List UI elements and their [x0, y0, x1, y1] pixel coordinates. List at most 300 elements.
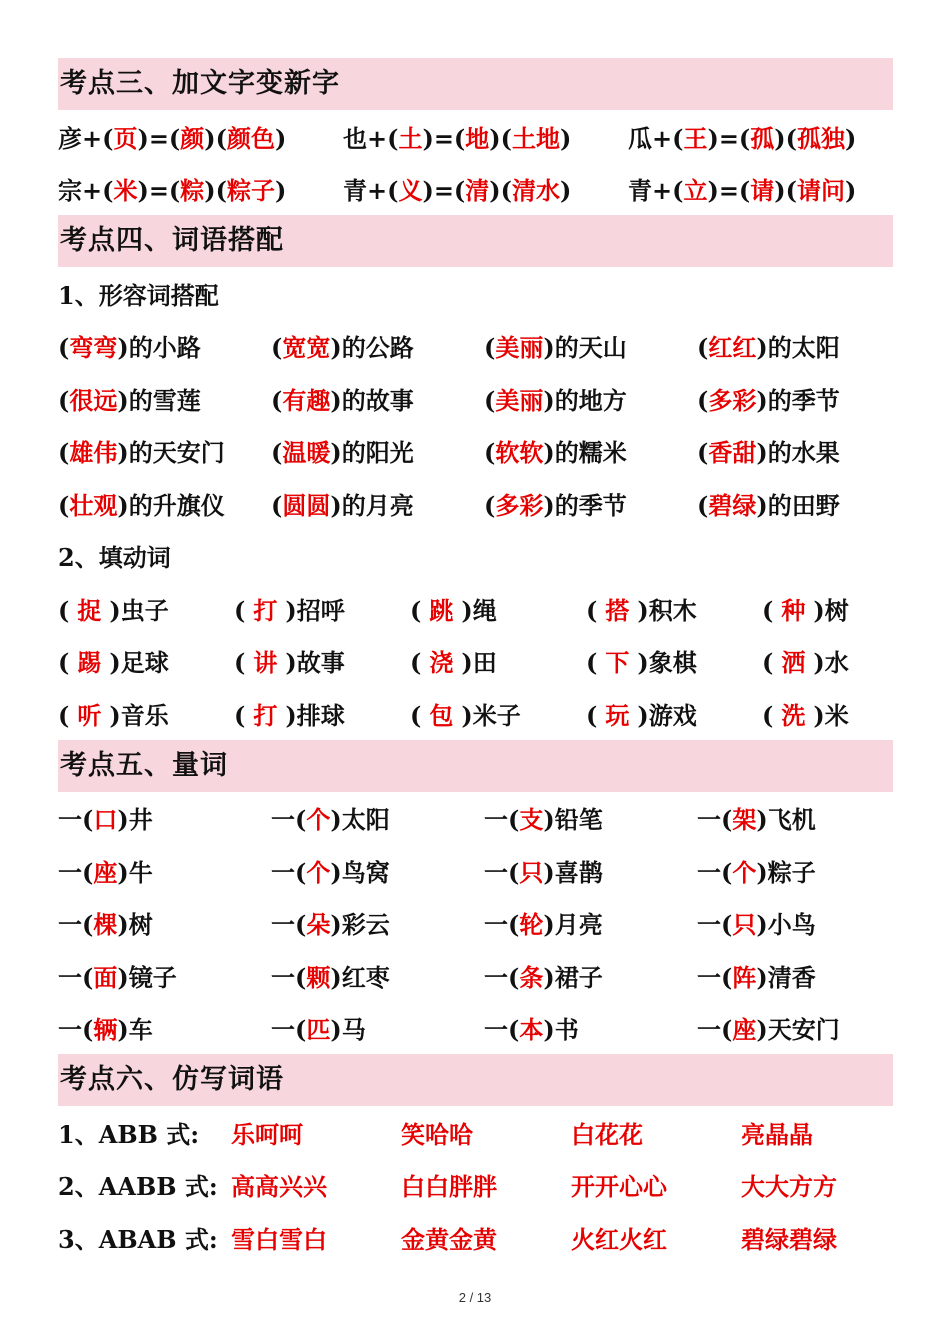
- measure-item: [697, 853, 910, 888]
- measure-item: [697, 1010, 910, 1045]
- punct: ): [845, 176, 857, 206]
- punct: )(: [489, 123, 513, 153]
- punct: ): [285, 648, 297, 678]
- adj-row: [58, 425, 893, 478]
- punct: ): [109, 595, 121, 625]
- adjective: 多彩: [495, 490, 544, 520]
- punct: (: [410, 595, 422, 625]
- punct: ): [560, 176, 572, 206]
- pattern-label: 3、ABAB 式:: [58, 1224, 218, 1254]
- punct: (: [295, 910, 307, 940]
- object: 积木: [648, 595, 697, 625]
- noun-phrase: 的季节: [767, 385, 840, 415]
- adj-item: [484, 433, 697, 468]
- punct: )=(: [707, 123, 751, 153]
- punct: )=(: [137, 176, 181, 206]
- added-part: 页: [113, 123, 138, 153]
- punct: ): [117, 490, 129, 520]
- noun: 小鸟: [767, 910, 816, 940]
- new-char: 颜: [180, 123, 205, 153]
- punct: ): [109, 648, 121, 678]
- noun: 飞机: [767, 805, 816, 835]
- pattern-word: 碧绿碧绿: [741, 1224, 837, 1254]
- punct: )(: [204, 123, 228, 153]
- measure-item: [484, 958, 697, 993]
- punct: ): [756, 857, 768, 887]
- one-prefix: 一: [271, 910, 295, 940]
- adjective: 圆圆: [282, 490, 331, 520]
- punct: (: [697, 438, 709, 468]
- punct: (: [58, 490, 70, 520]
- base-char: 彦: [58, 123, 82, 153]
- punct: ): [543, 910, 555, 940]
- adj-item: [697, 433, 910, 468]
- punct: (: [697, 385, 709, 415]
- punct: (: [58, 700, 70, 730]
- new-char: 清: [465, 176, 490, 206]
- object: 故事: [296, 648, 345, 678]
- punct: ): [637, 700, 649, 730]
- one-prefix: 一: [697, 805, 721, 835]
- adj-item: [697, 381, 910, 416]
- punct: (: [697, 333, 709, 363]
- measure-item: [697, 800, 910, 835]
- added-part: 义: [398, 176, 423, 206]
- new-word: 粽子: [227, 176, 276, 206]
- punct: (: [271, 385, 283, 415]
- punct: ): [109, 700, 121, 730]
- adjective: 壮观: [69, 490, 118, 520]
- verb-item: [58, 591, 234, 626]
- measure-word: 棵: [93, 910, 118, 940]
- noun: 裙子: [554, 962, 603, 992]
- verb-item: [586, 591, 762, 626]
- punct: ): [756, 333, 768, 363]
- verb-item: [410, 696, 586, 731]
- adjective: 很远: [69, 385, 118, 415]
- punct: ): [756, 490, 768, 520]
- punct: (: [271, 490, 283, 520]
- punct: ): [813, 700, 825, 730]
- pattern-word: 金黄金黄: [401, 1224, 497, 1254]
- punct: ): [330, 385, 342, 415]
- added-part: 王: [683, 123, 708, 153]
- one-prefix: 一: [58, 1015, 82, 1045]
- verb-row: [58, 635, 893, 688]
- adj-item: [58, 486, 271, 521]
- punct: ): [117, 1015, 129, 1045]
- punct: (: [410, 648, 422, 678]
- object: 田: [472, 648, 497, 678]
- measure-word: 只: [732, 910, 757, 940]
- verb-item: [58, 643, 234, 678]
- adj-item: [697, 328, 910, 363]
- punct: (: [82, 910, 94, 940]
- object: 米子: [472, 700, 521, 730]
- pattern-word: 火红火红: [571, 1224, 667, 1254]
- punct: (: [508, 910, 520, 940]
- added-part: 立: [683, 176, 708, 206]
- measure-item: [697, 958, 910, 993]
- punct: ): [330, 962, 342, 992]
- measure-item: [58, 905, 271, 940]
- measure-item: [58, 1010, 271, 1045]
- measure-item: [484, 853, 697, 888]
- punct: ): [330, 438, 342, 468]
- pattern-word: 雪白雪白: [231, 1224, 327, 1254]
- noun-phrase: 的季节: [554, 490, 627, 520]
- punct: (: [484, 385, 496, 415]
- noun-phrase: 的天山: [554, 333, 627, 363]
- verb: 种: [781, 595, 806, 625]
- punct: )(: [774, 123, 798, 153]
- pattern-row: [58, 1159, 893, 1212]
- adjective: 香甜: [708, 438, 757, 468]
- verb: 玩: [605, 700, 630, 730]
- measure-word: 口: [93, 805, 118, 835]
- verb: 跳: [429, 595, 454, 625]
- punct: ): [330, 857, 342, 887]
- adjective: 宽宽: [282, 333, 331, 363]
- punct: ): [756, 805, 768, 835]
- adjective: 温暖: [282, 438, 331, 468]
- pattern-label: 2、AABB 式:: [58, 1172, 218, 1202]
- punct: (: [82, 962, 94, 992]
- char-build-row: [58, 163, 893, 216]
- punct: (: [82, 857, 94, 887]
- punct: (: [295, 857, 307, 887]
- new-char: 粽: [180, 176, 205, 206]
- section-3-rows: [58, 110, 893, 215]
- adjective: 美丽: [495, 385, 544, 415]
- base-char: 也: [343, 123, 367, 153]
- verb: 打: [253, 700, 278, 730]
- object: 水: [824, 648, 849, 678]
- punct: ): [543, 805, 555, 835]
- verb-item: [410, 591, 586, 626]
- object: 足球: [120, 648, 169, 678]
- punct: (: [721, 805, 733, 835]
- object: 招呼: [296, 595, 345, 625]
- new-word: 土地: [512, 123, 561, 153]
- adj-row: [58, 477, 893, 530]
- punct: (: [271, 438, 283, 468]
- noun: 天安门: [767, 1015, 840, 1045]
- noun: 月亮: [554, 910, 603, 940]
- new-word: 孤独: [797, 123, 846, 153]
- punct: (: [295, 962, 307, 992]
- verb-item: [762, 696, 938, 731]
- char-build-item: [628, 119, 913, 154]
- adj-item: [271, 486, 484, 521]
- pattern-word: 白花花: [571, 1119, 643, 1149]
- punct: (: [508, 962, 520, 992]
- object: 树: [824, 595, 849, 625]
- measure-item: [271, 1010, 484, 1045]
- punct: ): [756, 910, 768, 940]
- measure-word: 座: [732, 1015, 757, 1045]
- char-build-item: [343, 171, 628, 206]
- char-build-item: [58, 171, 343, 206]
- punct: (: [762, 595, 774, 625]
- one-prefix: 一: [697, 910, 721, 940]
- punct: ): [330, 910, 342, 940]
- punct: (: [410, 700, 422, 730]
- pattern-word: 笑哈哈: [401, 1119, 473, 1149]
- verb: 搭: [605, 595, 630, 625]
- punct: +(: [367, 176, 399, 206]
- worksheet-page: [58, 58, 893, 1264]
- new-word: 颜色: [227, 123, 276, 153]
- noun: 太阳: [341, 805, 390, 835]
- verb-row: [58, 582, 893, 635]
- punct: (: [295, 1015, 307, 1045]
- verb-item: [234, 696, 410, 731]
- punct: ): [756, 385, 768, 415]
- punct: +(: [652, 123, 684, 153]
- noun: 清香: [767, 962, 816, 992]
- punct: )(: [774, 176, 798, 206]
- pattern-word: 大大方方: [741, 1172, 837, 1202]
- punct: ): [117, 438, 129, 468]
- punct: ): [813, 595, 825, 625]
- object: 象棋: [648, 648, 697, 678]
- measure-word: 辆: [93, 1015, 118, 1045]
- punct: ): [275, 123, 287, 153]
- punct: )=(: [137, 123, 181, 153]
- punct: ): [543, 438, 555, 468]
- punct: ): [117, 962, 129, 992]
- pattern-word: 白白胖胖: [401, 1172, 497, 1202]
- punct: ): [543, 962, 555, 992]
- object: 音乐: [120, 700, 169, 730]
- one-prefix: 一: [271, 962, 295, 992]
- added-part: 土: [398, 123, 423, 153]
- one-prefix: 一: [697, 962, 721, 992]
- measure-item: [271, 800, 484, 835]
- verb: 踢: [77, 648, 102, 678]
- noun-phrase: 的公路: [341, 333, 414, 363]
- noun: 彩云: [341, 910, 390, 940]
- punct: ): [560, 123, 572, 153]
- measure-item: [271, 905, 484, 940]
- measure-word: 个: [306, 857, 331, 887]
- adjective: 美丽: [495, 333, 544, 363]
- one-prefix: 一: [271, 857, 295, 887]
- punct: )=(: [422, 123, 466, 153]
- measure-row: [58, 844, 893, 897]
- measure-word: 只: [519, 857, 544, 887]
- noun: 牛: [128, 857, 153, 887]
- new-char: 请: [750, 176, 775, 206]
- noun-phrase: 的阳光: [341, 438, 414, 468]
- section-6-header: 考点六、仿写词语: [58, 1054, 893, 1106]
- section-3-header: 考点三、加文字变新字: [58, 58, 893, 110]
- new-char: 孤: [750, 123, 775, 153]
- verb-item: [58, 696, 234, 731]
- verb: 捉: [77, 595, 102, 625]
- punct: ): [117, 910, 129, 940]
- verb: 打: [253, 595, 278, 625]
- noun-phrase: 的故事: [341, 385, 414, 415]
- one-prefix: 一: [484, 1015, 508, 1045]
- adj-subheading: 1、形容词搭配: [58, 280, 219, 310]
- punct: ): [756, 1015, 768, 1045]
- measure-row: [58, 1002, 893, 1055]
- punct: (: [58, 595, 70, 625]
- punct: ): [543, 1015, 555, 1045]
- one-prefix: 一: [484, 962, 508, 992]
- measure-item: [58, 958, 271, 993]
- punct: ): [543, 857, 555, 887]
- one-prefix: 一: [484, 805, 508, 835]
- punct: (: [58, 333, 70, 363]
- noun-phrase: 的糯米: [554, 438, 627, 468]
- punct: (: [586, 700, 598, 730]
- one-prefix: 一: [58, 857, 82, 887]
- base-char: 青: [343, 176, 367, 206]
- punct: ): [275, 176, 287, 206]
- punct: ): [756, 438, 768, 468]
- noun: 鸟窝: [341, 857, 390, 887]
- pattern-words: [58, 1106, 893, 1264]
- pattern-row: [58, 1211, 893, 1264]
- punct: (: [721, 962, 733, 992]
- added-part: 米: [113, 176, 138, 206]
- adj-item: [271, 381, 484, 416]
- punct: (: [508, 805, 520, 835]
- adjective: 软软: [495, 438, 544, 468]
- adjective: 弯弯: [69, 333, 118, 363]
- punct: )(: [204, 176, 228, 206]
- punct: (: [58, 438, 70, 468]
- punct: (: [484, 333, 496, 363]
- punct: (: [721, 1015, 733, 1045]
- measure-words: [58, 792, 893, 1055]
- punct: ): [285, 595, 297, 625]
- noun: 粽子: [767, 857, 816, 887]
- new-word: 请问: [797, 176, 846, 206]
- punct: +(: [82, 123, 114, 153]
- measure-item: [484, 800, 697, 835]
- punct: )=(: [422, 176, 466, 206]
- punct: ): [756, 962, 768, 992]
- measure-word: 颗: [306, 962, 331, 992]
- punct: ): [117, 857, 129, 887]
- punct: ): [543, 490, 555, 520]
- punct: ): [330, 490, 342, 520]
- section-4-header: 考点四、词语搭配: [58, 215, 893, 267]
- punct: +(: [82, 176, 114, 206]
- punct: (: [697, 490, 709, 520]
- adj-row: [58, 320, 893, 373]
- noun: 喜鹊: [554, 857, 603, 887]
- measure-word: 个: [732, 857, 757, 887]
- measure-item: [484, 905, 697, 940]
- noun-phrase: 的天安门: [128, 438, 225, 468]
- punct: +(: [652, 176, 684, 206]
- measure-word: 条: [519, 962, 544, 992]
- one-prefix: 一: [271, 1015, 295, 1045]
- measure-word: 阵: [732, 962, 757, 992]
- punct: ): [845, 123, 857, 153]
- measure-word: 轮: [519, 910, 544, 940]
- page-number: 2 / 13: [458, 1290, 492, 1305]
- one-prefix: 一: [484, 910, 508, 940]
- verb-subheading-row: [58, 530, 893, 583]
- punct: (: [484, 438, 496, 468]
- verb: 浇: [429, 648, 454, 678]
- punct: (: [484, 490, 496, 520]
- punct: (: [58, 385, 70, 415]
- punct: (: [508, 857, 520, 887]
- one-prefix: 一: [697, 1015, 721, 1045]
- char-build-item: [343, 119, 628, 154]
- punct: (: [271, 333, 283, 363]
- noun: 镜子: [128, 962, 177, 992]
- adjective: 碧绿: [708, 490, 757, 520]
- one-prefix: 一: [58, 962, 82, 992]
- base-char: 瓜: [628, 123, 652, 153]
- verb-item: [234, 591, 410, 626]
- measure-word: 座: [93, 857, 118, 887]
- char-build-item: [58, 119, 343, 154]
- pattern-word: 乐呵呵: [231, 1119, 303, 1149]
- verb-row: [58, 687, 893, 740]
- punct: (: [234, 595, 246, 625]
- object: 虫子: [120, 595, 169, 625]
- punct: (: [234, 648, 246, 678]
- noun: 井: [128, 805, 153, 835]
- adj-item: [58, 328, 271, 363]
- punct: ): [330, 1015, 342, 1045]
- punct: (: [721, 910, 733, 940]
- pattern-word: 亮晶晶: [741, 1119, 813, 1149]
- punct: (: [721, 857, 733, 887]
- noun-phrase: 的水果: [767, 438, 840, 468]
- verb-item: [410, 643, 586, 678]
- pattern-word: 高高兴兴: [231, 1172, 327, 1202]
- verb: 下: [605, 648, 630, 678]
- noun: 红枣: [341, 962, 390, 992]
- punct: ): [813, 648, 825, 678]
- char-build-row: [58, 110, 893, 163]
- section-5-header: 考点五、量词: [58, 740, 893, 792]
- noun-phrase: 的月亮: [341, 490, 414, 520]
- base-char: 青: [628, 176, 652, 206]
- noun: 树: [128, 910, 153, 940]
- measure-word: 面: [93, 962, 118, 992]
- adj-subheading-row: [58, 267, 893, 320]
- adj-row: [58, 372, 893, 425]
- punct: ): [543, 333, 555, 363]
- measure-word: 个: [306, 805, 331, 835]
- noun-phrase: 的雪莲: [128, 385, 201, 415]
- char-build-item: [628, 171, 913, 206]
- adjective: 雄伟: [69, 438, 118, 468]
- punct: ): [461, 648, 473, 678]
- verb: 洗: [781, 700, 806, 730]
- verb-item: [234, 643, 410, 678]
- measure-row: [58, 792, 893, 845]
- measure-word: 架: [732, 805, 757, 835]
- noun-phrase: 的田野: [767, 490, 840, 520]
- punct: +(: [367, 123, 399, 153]
- adjective: 红红: [708, 333, 757, 363]
- verb: 讲: [253, 648, 278, 678]
- noun-phrase: 的地方: [554, 385, 627, 415]
- measure-item: [58, 853, 271, 888]
